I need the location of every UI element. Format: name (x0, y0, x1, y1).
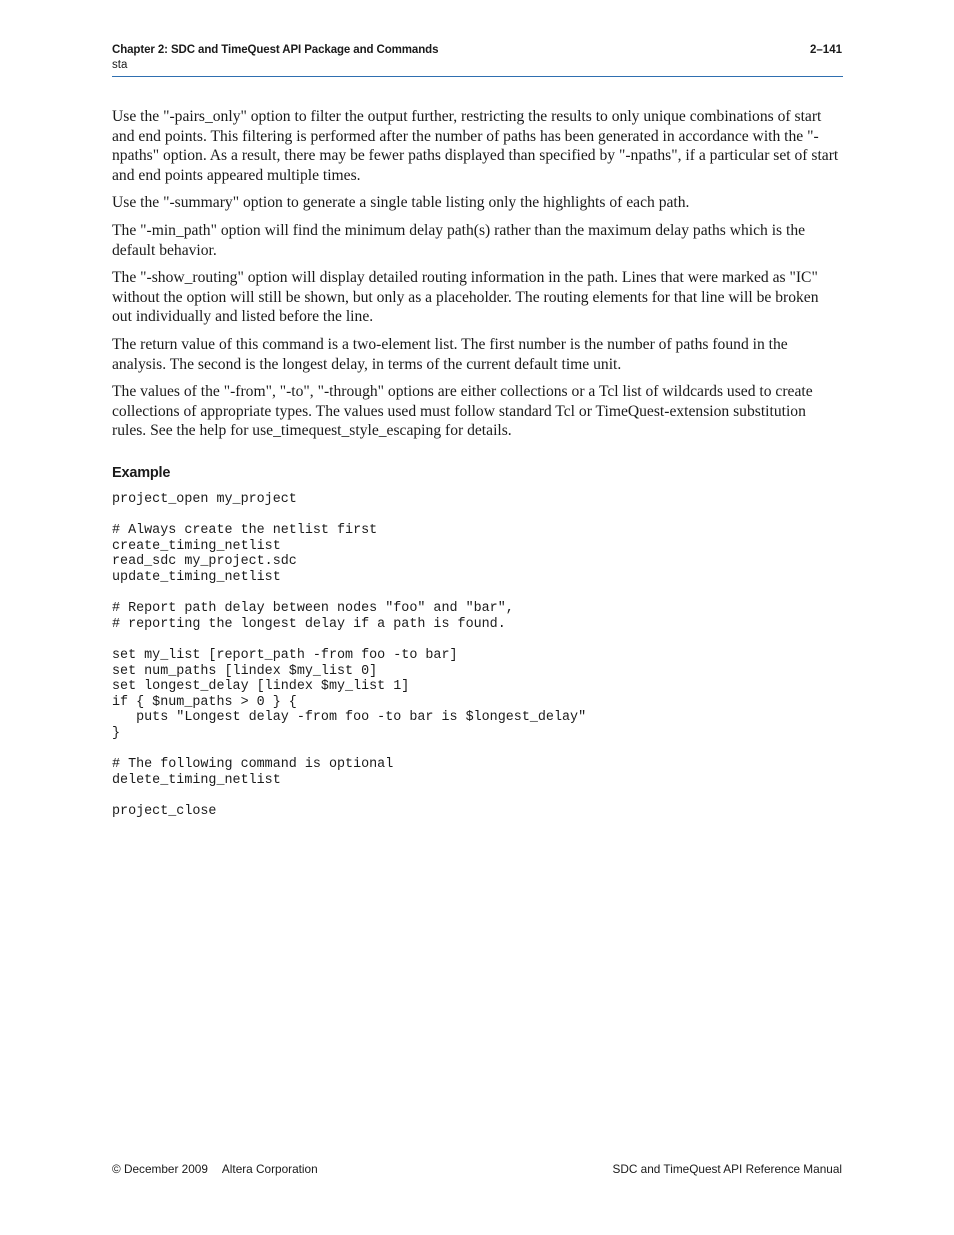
paragraph-pairs-only: Use the "-pairs_only" option to filter the output further, restricting the results to only unique combinations of start and end points. This filtering is performed after the number of paths has been generated in accordance with the "-npaths" option. As a result, there may be fewer paths displayed than specified by "-npaths", if a particular set of start and end points appeared multiple times. (112, 108, 839, 184)
chapter-title: Chapter 2: SDC and TimeQuest API Package and Commands (112, 44, 439, 56)
section-name: sta (112, 59, 128, 71)
paragraph-show-routing: The "-show_routing" option will display detailed routing information in the path. Lines that were marked as "IC" without the option will still be shown, but only as a placeholder. The routing elements for that line will be broken out individually and listed before the line. (112, 269, 819, 326)
body-text (112, 107, 842, 449)
paragraph-return-value: The return value of this command is a two-element list. The first number is the number of paths found in the analysis. The second is the longest delay, in terms of the current default time unit. (112, 335, 788, 373)
paragraph-summary: Use the "-summary" option to generate a single table listing only the highlights of each path. (112, 194, 690, 212)
running-header (112, 43, 438, 73)
paragraph-min-path: The "-min_path" option will find the minimum delay path(s) rather than the maximum delay paths which is the default behavior. (112, 221, 806, 259)
footer-company: Altera Corporation (221, 1162, 318, 1176)
paragraph-option-values: The values of the "-from", "-to", "-through" options are either collections or a Tcl list of wildcards used to create collections of appropriate types. The values used must follow standard Tcl or TimeQuest-extension substitution rules. See the help for use_timequest_style_escaping for details. (112, 383, 813, 440)
example-heading: Example (112, 465, 171, 481)
footer-manual-title: SDC and TimeQuest API Reference Manual (612, 1162, 842, 1176)
example-code-block: project_open my_project # Always create the netlist first create_timing_netlist read_sdc my_project.sdc update_timing_netlist # Report path delay between nodes "foo" and "bar", # reporting the longest delay if a path is found. set my_list [report_path -from foo -to bar] set num_paths [lindex $my_list 0] set longest_delay [lindex $my_list 1] if { $num_paths > 0 } { puts "Longest delay -from foo -to bar is $longest_delay" } # The following command is optional delete_timing_netlist project_close (112, 492, 587, 819)
footer-date: © December 2009 (112, 1162, 208, 1176)
header-divider (112, 76, 843, 77)
footer-left (112, 1162, 318, 1176)
page-number: 2–141 (810, 44, 842, 56)
